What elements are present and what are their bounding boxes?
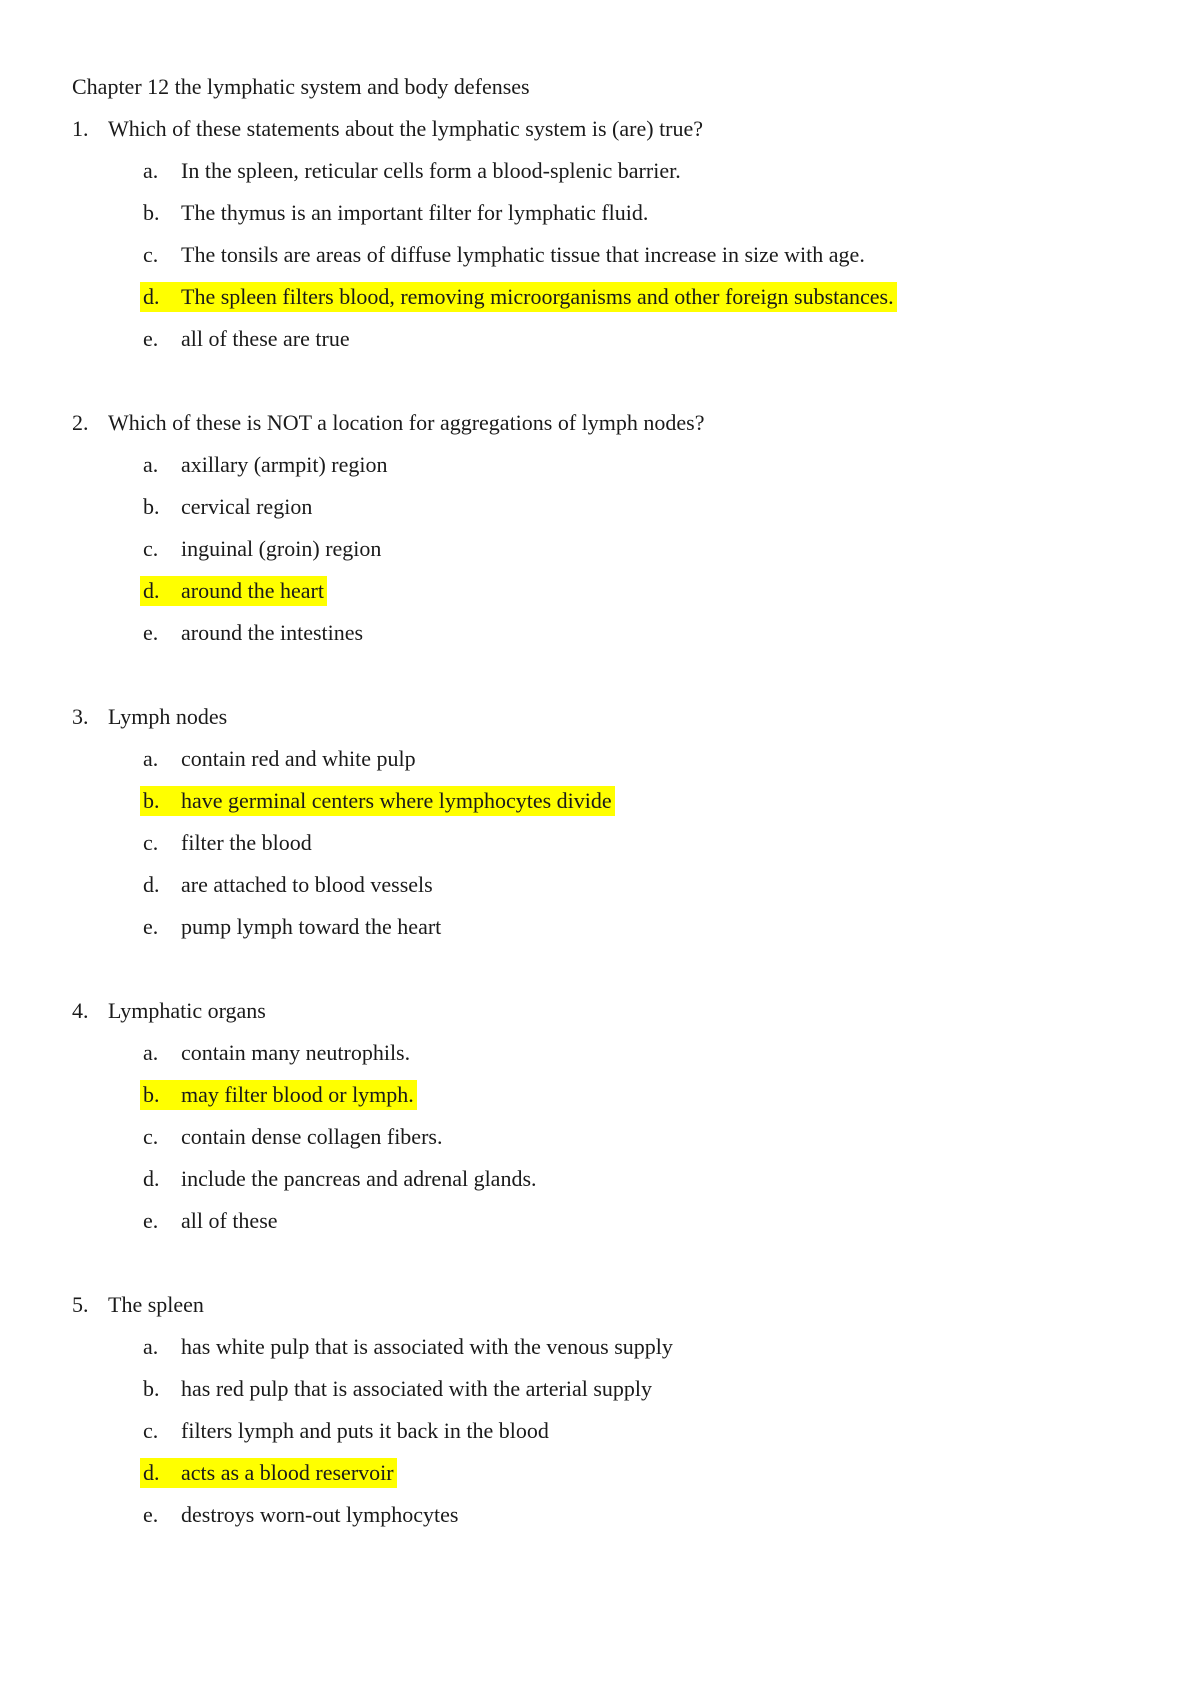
option-letter: b. bbox=[143, 1376, 160, 1401]
option-text: around the heart bbox=[181, 578, 324, 603]
option-content bbox=[140, 324, 353, 354]
option-text: axillary (armpit) region bbox=[181, 452, 388, 477]
option-b bbox=[0, 1080, 1200, 1122]
question-5 bbox=[0, 1290, 1200, 1542]
question-2 bbox=[0, 408, 1200, 660]
option-letter: a. bbox=[143, 1040, 159, 1065]
option-c bbox=[0, 1416, 1200, 1458]
option-b bbox=[0, 492, 1200, 534]
option-content bbox=[140, 282, 897, 312]
option-c bbox=[0, 1122, 1200, 1164]
option-letter: a. bbox=[143, 452, 159, 477]
option-letter: d. bbox=[143, 872, 160, 897]
option-content bbox=[140, 744, 419, 774]
option-content bbox=[140, 1164, 540, 1194]
option-letter: d. bbox=[143, 578, 160, 603]
option-c bbox=[0, 240, 1200, 282]
question-text: Lymph nodes bbox=[108, 704, 228, 729]
option-content bbox=[140, 240, 868, 270]
option-letter: e. bbox=[143, 1208, 159, 1233]
option-letter: e. bbox=[143, 620, 159, 645]
option-text: pump lymph toward the heart bbox=[181, 914, 442, 939]
question-text: Which of these statements about the lymphatic system is (are) true? bbox=[108, 116, 704, 141]
option-letter: b. bbox=[143, 200, 160, 225]
option-content bbox=[140, 1080, 417, 1110]
option-content bbox=[140, 786, 615, 816]
option-content bbox=[140, 1458, 397, 1488]
option-d bbox=[0, 576, 1200, 618]
option-text: have germinal centers where lymphocytes divide bbox=[181, 788, 612, 813]
question-number: 4. bbox=[72, 998, 89, 1023]
option-text: The thymus is an important filter for lymphatic fluid. bbox=[181, 200, 649, 225]
option-list bbox=[0, 450, 1200, 660]
option-d bbox=[0, 870, 1200, 912]
question-stem bbox=[0, 114, 1200, 156]
option-content bbox=[140, 1374, 655, 1404]
question-text: Which of these is NOT a location for aggregations of lymph nodes? bbox=[108, 410, 705, 435]
option-content bbox=[140, 1122, 445, 1152]
option-d bbox=[0, 1164, 1200, 1206]
option-content bbox=[140, 156, 684, 186]
question-number: 3. bbox=[72, 704, 89, 729]
option-a bbox=[0, 156, 1200, 198]
question-3 bbox=[0, 702, 1200, 954]
option-c bbox=[0, 828, 1200, 870]
option-list bbox=[0, 744, 1200, 954]
option-content bbox=[140, 912, 444, 942]
question-number: 1. bbox=[72, 116, 89, 141]
question-list bbox=[0, 114, 1200, 1584]
option-b bbox=[0, 786, 1200, 828]
option-letter: c. bbox=[143, 242, 159, 267]
option-list bbox=[0, 1038, 1200, 1248]
question-1 bbox=[0, 114, 1200, 366]
option-text: filters lymph and puts it back in the blood bbox=[181, 1418, 549, 1443]
option-e bbox=[0, 1206, 1200, 1248]
option-text: are attached to blood vessels bbox=[181, 872, 433, 897]
option-letter: b. bbox=[143, 788, 160, 813]
option-content bbox=[140, 1206, 281, 1236]
option-letter: a. bbox=[143, 746, 159, 771]
option-letter: c. bbox=[143, 830, 159, 855]
question-stem bbox=[0, 408, 1200, 450]
option-letter: b. bbox=[143, 494, 160, 519]
option-content bbox=[140, 618, 366, 648]
option-text: has red pulp that is associated with the arterial supply bbox=[181, 1376, 653, 1401]
option-content bbox=[140, 198, 651, 228]
question-number: 5. bbox=[72, 1292, 89, 1317]
option-letter: b. bbox=[143, 1082, 160, 1107]
option-d bbox=[0, 282, 1200, 324]
option-letter: c. bbox=[143, 536, 159, 561]
option-letter: d. bbox=[143, 284, 160, 309]
option-text: destroys worn-out lymphocytes bbox=[181, 1502, 459, 1527]
option-a bbox=[0, 744, 1200, 786]
question-number: 2. bbox=[72, 410, 89, 435]
option-list bbox=[0, 1332, 1200, 1542]
option-content bbox=[140, 1038, 413, 1068]
option-b bbox=[0, 1374, 1200, 1416]
option-e bbox=[0, 324, 1200, 366]
option-text: include the pancreas and adrenal glands. bbox=[181, 1166, 537, 1191]
option-letter: a. bbox=[143, 1334, 159, 1359]
option-text: contain many neutrophils. bbox=[181, 1040, 411, 1065]
option-text: all of these are true bbox=[181, 326, 350, 351]
option-text: may filter blood or lymph. bbox=[181, 1082, 414, 1107]
document-title: Chapter 12 the lymphatic system and body defenses bbox=[72, 74, 530, 99]
question-text: Lymphatic organs bbox=[108, 998, 266, 1023]
question-4 bbox=[0, 996, 1200, 1248]
option-text: has white pulp that is associated with the venous supply bbox=[181, 1334, 673, 1359]
option-letter: c. bbox=[143, 1124, 159, 1149]
option-letter: c. bbox=[143, 1418, 159, 1443]
option-a bbox=[0, 1038, 1200, 1080]
option-content bbox=[140, 534, 384, 564]
option-content bbox=[140, 576, 327, 606]
option-text: around the intestines bbox=[181, 620, 364, 645]
option-text: The tonsils are areas of diffuse lymphatic tissue that increase in size with age. bbox=[181, 242, 865, 267]
option-letter: d. bbox=[143, 1460, 160, 1485]
option-letter: e. bbox=[143, 914, 159, 939]
option-text: contain red and white pulp bbox=[181, 746, 416, 771]
option-e bbox=[0, 912, 1200, 954]
option-content bbox=[140, 492, 315, 522]
option-list bbox=[0, 156, 1200, 366]
option-letter: d. bbox=[143, 1166, 160, 1191]
question-stem bbox=[0, 1290, 1200, 1332]
option-content bbox=[140, 870, 436, 900]
option-d bbox=[0, 1458, 1200, 1500]
option-c bbox=[0, 534, 1200, 576]
option-text: The spleen filters blood, removing microorganisms and other foreign substances. bbox=[181, 284, 894, 309]
option-letter: e. bbox=[143, 326, 159, 351]
question-text: The spleen bbox=[108, 1292, 204, 1317]
option-text: cervical region bbox=[181, 494, 313, 519]
option-e bbox=[0, 1500, 1200, 1542]
option-text: acts as a blood reservoir bbox=[181, 1460, 394, 1485]
option-content bbox=[140, 1500, 461, 1530]
option-content bbox=[140, 450, 390, 480]
option-content bbox=[140, 828, 315, 858]
option-a bbox=[0, 450, 1200, 492]
option-letter: a. bbox=[143, 158, 159, 183]
question-stem bbox=[0, 702, 1200, 744]
option-e bbox=[0, 618, 1200, 660]
option-text: all of these bbox=[181, 1208, 278, 1233]
option-text: filter the blood bbox=[181, 830, 312, 855]
option-text: contain dense collagen fibers. bbox=[181, 1124, 443, 1149]
option-content bbox=[140, 1332, 676, 1362]
option-a bbox=[0, 1332, 1200, 1374]
option-content bbox=[140, 1416, 552, 1446]
option-text: inguinal (groin) region bbox=[181, 536, 382, 561]
option-letter: e. bbox=[143, 1502, 159, 1527]
option-b bbox=[0, 198, 1200, 240]
question-stem bbox=[0, 996, 1200, 1038]
option-text: In the spleen, reticular cells form a blood-splenic barrier. bbox=[181, 158, 681, 183]
